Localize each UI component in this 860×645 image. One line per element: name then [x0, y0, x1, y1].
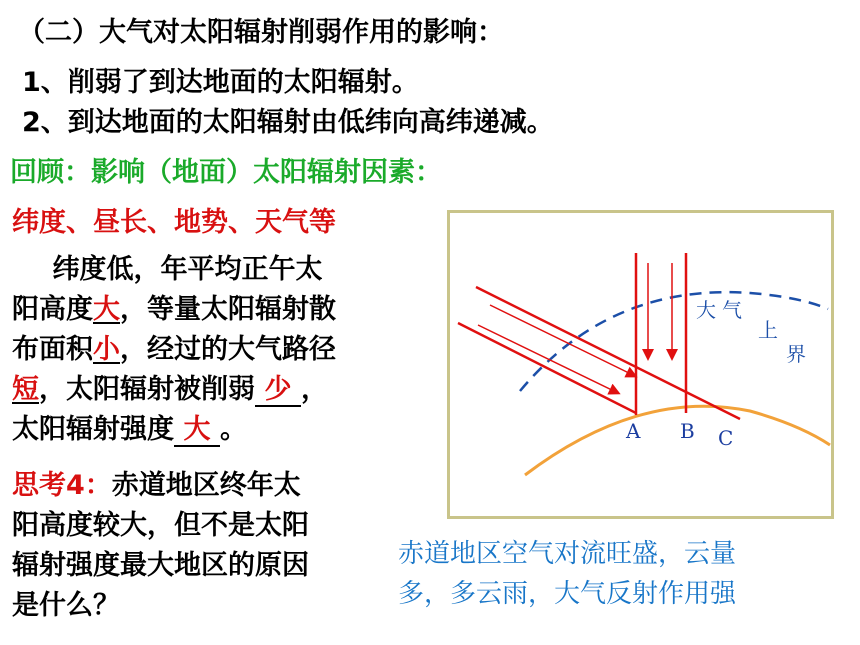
- oblique-ray-lower: [458, 323, 636, 413]
- answer-line-1: 赤道地区空气对流旺盛，云量: [398, 539, 737, 569]
- think-line-1: [12, 466, 402, 506]
- solar-radiation-diagram: [447, 210, 834, 519]
- answer-blank: [255, 375, 301, 407]
- answer-blank: 小: [93, 334, 120, 365]
- para-line-5: [12, 410, 422, 450]
- para-line-3: [12, 330, 422, 370]
- para-text: 太阳辐射强度: [12, 414, 174, 445]
- para-text: 阳高度: [12, 294, 93, 325]
- point-1-text: 、削弱了到达地面的太阳辐射。: [40, 67, 419, 98]
- para-text: ，太阳辐射被削弱: [39, 374, 255, 405]
- para-text: 纬度低，年平均正午太: [52, 254, 323, 285]
- para-text: ，: [301, 374, 328, 405]
- answer-text: 大: [183, 414, 211, 445]
- diagram-svg: [450, 213, 831, 516]
- atm-label-char-2: 气: [722, 298, 742, 322]
- think-line-3: 辐射强度最大地区的原因: [12, 550, 309, 581]
- review-heading: 回顾：影响（地面）太阳辐射因素：: [10, 157, 442, 188]
- point-2-number: 2: [22, 107, 41, 138]
- think-question: [12, 466, 402, 626]
- para-text: 。: [220, 414, 247, 445]
- atm-label-char-3: 上: [758, 318, 778, 342]
- point-1: [22, 60, 419, 99]
- atm-label-char-4: 界: [786, 342, 806, 366]
- para-line-1: [12, 250, 422, 290]
- answer-text: [398, 534, 736, 614]
- earth-surface: [525, 406, 830, 475]
- answer-blank: [174, 415, 220, 447]
- point-1-number: 1: [22, 67, 41, 98]
- answer-blank: 短: [12, 374, 39, 405]
- think-line-2: 阳高度较大，但不是太阳: [12, 510, 309, 541]
- answer-text: 少: [264, 374, 292, 405]
- oblique-arrow-2: [478, 325, 618, 393]
- think-line-4: 是什么？: [12, 590, 120, 621]
- para-text: ，等量太阳辐射散: [120, 294, 336, 325]
- answer-blank: 大: [93, 294, 120, 325]
- para-line-4: [12, 370, 422, 410]
- point-a-label: A: [626, 419, 641, 443]
- think-text: 赤道地区终年太: [111, 470, 301, 501]
- point-b-label: B: [680, 419, 695, 443]
- point-2-text: 、到达地面的太阳辐射由低纬向高纬递减。: [40, 107, 554, 138]
- para-text: ，经过的大气路径: [120, 334, 336, 365]
- latitude-paragraph: [12, 250, 422, 450]
- think-label: 思考4：: [12, 470, 112, 501]
- section-title: （二）大气对太阳辐射削弱作用的影响：: [18, 17, 504, 48]
- para-line-2: [12, 290, 422, 330]
- point-c-label: C: [718, 426, 734, 450]
- factors-list: 纬度、昼长、地势、天气等: [12, 207, 336, 238]
- para-text: 布面积: [12, 334, 93, 365]
- atm-label-char-1: 大: [696, 298, 716, 322]
- point-2: [22, 100, 554, 139]
- answer-line-2: 多，多云雨，大气反射作用强: [398, 579, 737, 609]
